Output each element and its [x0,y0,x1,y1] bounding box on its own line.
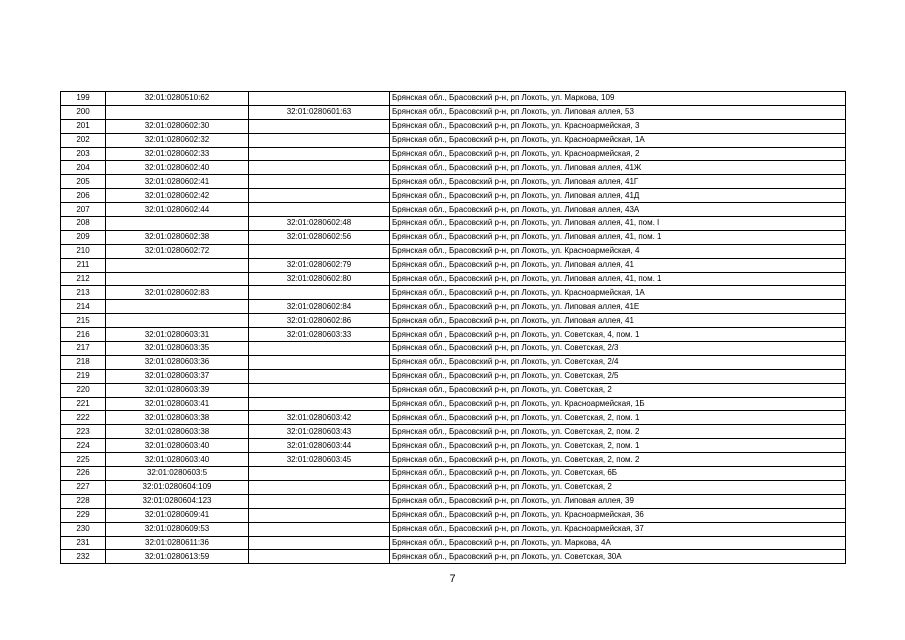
cadastral-number-cell: 32:01:0280602:41 [106,175,249,189]
cadastral-number-cell: 32:01:0280603:36 [106,355,249,369]
table-row [61,217,846,231]
row-number-cell: 214 [61,300,106,314]
address-cell: Брянская обл., Брасовский р-н, рп Локоть, ул. Советская, 2, пом. 1 [390,439,846,453]
related-cadastral-number-cell: 32:01:0280603:33 [249,328,390,342]
related-cadastral-number-cell: 32:01:0280602:48 [249,217,390,231]
table-row [61,203,846,217]
row-number-cell: 205 [61,175,106,189]
row-number-cell: 213 [61,286,106,300]
table-row [61,258,846,272]
row-number-cell: 224 [61,439,106,453]
address-cell: Брянская обл., Брасовский р-н, рп Локоть, ул. Красноармейская, 2 [390,147,846,161]
cadastral-number-cell [106,272,249,286]
cadastral-number-cell [106,217,249,231]
address-cell: Брянская обл., Брасовский р-н, рп Локоть, ул. Советская, 2/5 [390,369,846,383]
address-cell: Брянская обл., Брасовский р-н, рп Локоть, ул. Маркова, 4А [390,536,846,550]
table-row [61,314,846,328]
table-row [61,508,846,522]
row-number-cell: 218 [61,355,106,369]
address-cell: Брянская обл., Брасовский р-н, рп Локоть, ул. Красноармейская, 4 [390,244,846,258]
table-row [61,480,846,494]
table-row [61,244,846,258]
address-cell: Брянская обл., Брасовский р-н, рп Локоть, ул. Липовая аллея, 41Д [390,189,846,203]
cadastral-number-cell: 32:01:0280609:41 [106,508,249,522]
address-cell: Брянская обл., Брасовский р-н, рп Локоть, ул. Липовая аллея, 41 [390,314,846,328]
row-number-cell: 223 [61,425,106,439]
cadastral-table [60,91,846,564]
table-row [61,230,846,244]
table-row [61,161,846,175]
related-cadastral-number-cell [249,92,390,106]
cadastral-number-cell: 32:01:0280603:37 [106,369,249,383]
related-cadastral-number-cell [249,133,390,147]
address-cell: Брянская обл., Брасовский р-н, рп Локоть, ул. Липовая аллея, 41, пом. 1 [390,272,846,286]
cadastral-number-cell: 32:01:0280611:36 [106,536,249,550]
table-row [61,175,846,189]
row-number-cell: 219 [61,369,106,383]
row-number-cell: 232 [61,550,106,564]
table-row [61,536,846,550]
row-number-cell: 202 [61,133,106,147]
cadastral-number-cell: 32:01:0280609:53 [106,522,249,536]
table-row [61,328,846,342]
cadastral-number-cell: 32:01:0280603:41 [106,397,249,411]
cadastral-number-cell: 32:01:0280602:40 [106,161,249,175]
table-row [61,189,846,203]
related-cadastral-number-cell: 32:01:0280603:43 [249,425,390,439]
cadastral-number-cell: 32:01:0280603:39 [106,383,249,397]
address-cell: Брянская обл., Брасовский р-н, рп Локоть, ул. Советская, 2/4 [390,355,846,369]
related-cadastral-number-cell [249,550,390,564]
row-number-cell: 217 [61,342,106,356]
cadastral-number-cell: 32:01:0280510:62 [106,92,249,106]
related-cadastral-number-cell [249,147,390,161]
related-cadastral-number-cell [249,203,390,217]
address-cell: Брянская обл., Брасовский р-н, рп Локоть, ул. Маркова, 109 [390,92,846,106]
cadastral-number-cell: 32:01:0280602:83 [106,286,249,300]
address-cell: Брянская обл., Брасовский р-н, рп Локоть, ул. Липовая аллея, 53 [390,105,846,119]
row-number-cell: 229 [61,508,106,522]
row-number-cell: 230 [61,522,106,536]
table-row [61,439,846,453]
related-cadastral-number-cell [249,189,390,203]
row-number-cell: 204 [61,161,106,175]
address-cell: Брянская обл., Брасовский р-н, рп Локоть, ул. Советская, 6Б [390,467,846,481]
table-row [61,300,846,314]
address-cell: Брянская обл., Брасовский р-н, рп Локоть, ул. Советская, 2/3 [390,342,846,356]
cadastral-number-cell: 32:01:0280603:38 [106,411,249,425]
address-cell: Брянская обл., Брасовский р-н, рп Локоть, ул. Советская, 2, пом. 2 [390,425,846,439]
related-cadastral-number-cell: 32:01:0280602:84 [249,300,390,314]
related-cadastral-number-cell [249,522,390,536]
related-cadastral-number-cell [249,467,390,481]
row-number-cell: 222 [61,411,106,425]
address-cell: Брянская обл., Брасовский р-н, рп Локоть, ул. Липовая аллея, 41, пом. I [390,217,846,231]
row-number-cell: 227 [61,480,106,494]
related-cadastral-number-cell [249,355,390,369]
cadastral-number-cell [106,258,249,272]
cadastral-number-cell: 32:01:0280602:32 [106,133,249,147]
related-cadastral-number-cell: 32:01:0280603:45 [249,453,390,467]
row-number-cell: 210 [61,244,106,258]
related-cadastral-number-cell [249,286,390,300]
table-row [61,453,846,467]
cadastral-number-cell: 32:01:0280603:40 [106,439,249,453]
address-cell: Брянская обл., Брасовский р-н, рп Локоть, ул. Липовая аллея, 41Ж [390,161,846,175]
row-number-cell: 209 [61,230,106,244]
table-row [61,133,846,147]
address-cell: Брянская обл., Брасовский р-н, рп Локоть, ул. Советская, 2 [390,383,846,397]
cadastral-number-cell: 32:01:0280603:31 [106,328,249,342]
related-cadastral-number-cell: 32:01:0280601:63 [249,105,390,119]
cadastral-number-cell [106,300,249,314]
table-row [61,383,846,397]
cadastral-number-cell: 32:01:0280602:38 [106,230,249,244]
related-cadastral-number-cell [249,119,390,133]
row-number-cell: 221 [61,397,106,411]
address-cell: Брянская обл., Брасовский р-н, рп Локоть, ул. Красноармейская, 1А [390,133,846,147]
row-number-cell: 215 [61,314,106,328]
related-cadastral-number-cell: 32:01:0280602:86 [249,314,390,328]
cadastral-number-cell: 32:01:0280602:33 [106,147,249,161]
related-cadastral-number-cell [249,161,390,175]
row-number-cell: 211 [61,258,106,272]
row-number-cell: 206 [61,189,106,203]
related-cadastral-number-cell: 32:01:0280603:42 [249,411,390,425]
cadastral-number-cell: 32:01:0280602:42 [106,189,249,203]
related-cadastral-number-cell [249,383,390,397]
row-number-cell: 208 [61,217,106,231]
address-cell: Брянская обл., Брасовский р-н, рп Локоть, ул. Советская, 2, пом. 1 [390,411,846,425]
address-cell: Брянская обл., Брасовский р-н, рп Локоть, ул. Красноармейская, 1Б [390,397,846,411]
address-cell: Брянская обл., Брасовский р-н, рп Локоть, ул. Липовая аллея, 39 [390,494,846,508]
page-number: 7 [449,573,456,585]
related-cadastral-number-cell [249,536,390,550]
address-cell: Брянская обл., Брасовский р-н, рп Локоть, ул. Красноармейская, 1А [390,286,846,300]
table-row [61,355,846,369]
row-number-cell: 207 [61,203,106,217]
address-cell: Брянская обл., Брасовский р-н, рп Локоть, ул. Советская, 2 [390,480,846,494]
table-row [61,272,846,286]
table-row [61,342,846,356]
related-cadastral-number-cell: 32:01:0280602:56 [249,230,390,244]
related-cadastral-number-cell [249,397,390,411]
table-row [61,119,846,133]
address-cell: Брянская обл , Брасовский р-н, рп Локоть, ул. Советская, 4, пом. 1 [390,328,846,342]
address-cell: Брянская обл., Брасовский р-н, рп Локоть, ул. Советская, 2, пом. 2 [390,453,846,467]
related-cadastral-number-cell [249,494,390,508]
related-cadastral-number-cell: 32:01:0280602:80 [249,272,390,286]
row-number-cell: 225 [61,453,106,467]
cadastral-number-cell: 32:01:0280602:44 [106,203,249,217]
cadastral-number-cell: 32:01:0280604:109 [106,480,249,494]
row-number-cell: 228 [61,494,106,508]
table-row [61,550,846,564]
row-number-cell: 216 [61,328,106,342]
related-cadastral-number-cell [249,480,390,494]
related-cadastral-number-cell: 32:01:0280603:44 [249,439,390,453]
table-row [61,494,846,508]
table-row [61,105,846,119]
table-row [61,411,846,425]
address-cell: Брянская обл., Брасовский р-н, рп Локоть, ул. Советская, 30А [390,550,846,564]
address-cell: Брянская обл., Брасовский р-н, рп Локоть, ул. Красноармейская, 36 [390,508,846,522]
table-row [61,286,846,300]
related-cadastral-number-cell [249,369,390,383]
row-number-cell: 203 [61,147,106,161]
row-number-cell: 220 [61,383,106,397]
cadastral-number-cell [106,314,249,328]
cadastral-number-cell: 32:01:0280613:59 [106,550,249,564]
address-cell: Брянская обл., Брасовский р-н, рп Локоть, ул. Красноармейская, 37 [390,522,846,536]
address-cell: Брянская обл., Брасовский р-н, рп Локоть, ул. Липовая аллея, 43А [390,203,846,217]
table-row [61,425,846,439]
related-cadastral-number-cell [249,508,390,522]
cadastral-number-cell: 32:01:0280602:72 [106,244,249,258]
table-row [61,369,846,383]
row-number-cell: 200 [61,105,106,119]
cadastral-number-cell: 32:01:0280603:35 [106,342,249,356]
row-number-cell: 226 [61,467,106,481]
table-row [61,92,846,106]
related-cadastral-number-cell [249,342,390,356]
cadastral-number-cell [106,105,249,119]
row-number-cell: 212 [61,272,106,286]
row-number-cell: 199 [61,92,106,106]
address-cell: Брянская обл., Брасовский р-н, рп Локоть, ул. Липовая аллея, 41 [390,258,846,272]
cadastral-number-cell: 32:01:0280602:30 [106,119,249,133]
table-row [61,467,846,481]
address-cell: Брянская обл., Брасовский р-н, рп Локоть, ул. Красноармейская, 3 [390,119,846,133]
cadastral-number-cell: 32:01:0280604:123 [106,494,249,508]
address-cell: Брянская обл., Брасовский р-н, рп Локоть, ул. Липовая аллея, 41Е [390,300,846,314]
row-number-cell: 231 [61,536,106,550]
address-cell: Брянская обл., Брасовский р-н, рп Локоть, ул. Липовая аллея, 41, пом. 1 [390,230,846,244]
table-row [61,522,846,536]
table-row [61,397,846,411]
related-cadastral-number-cell [249,175,390,189]
address-cell: Брянская обл., Брасовский р-н, рп Локоть, ул. Липовая аллея, 41Г [390,175,846,189]
cadastral-number-cell: 32:01:0280603:5 [106,467,249,481]
table-row [61,147,846,161]
cadastral-number-cell: 32:01:0280603:38 [106,425,249,439]
cadastral-number-cell: 32:01:0280603:40 [106,453,249,467]
related-cadastral-number-cell: 32:01:0280602:79 [249,258,390,272]
row-number-cell: 201 [61,119,106,133]
cadastral-table-body [61,92,846,564]
related-cadastral-number-cell [249,244,390,258]
